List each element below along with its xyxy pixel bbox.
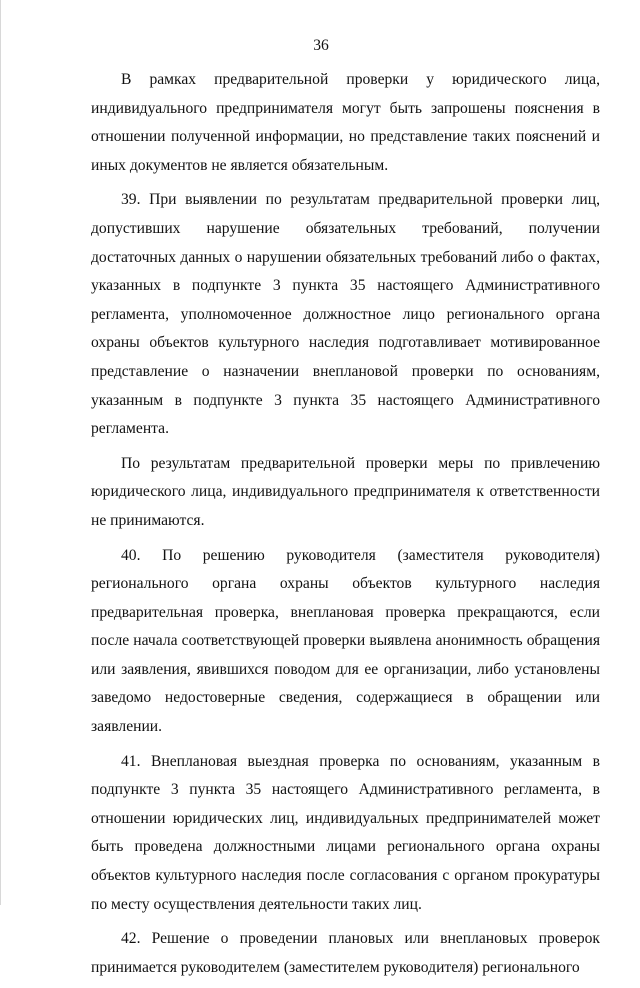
paragraph-42: 42. Решение о проведении плановых или внеплановых проверок принимается руководителем (заместителем руководителя) регионального [91,930,600,976]
paragraph-preliminary-check-explanations: В рамках предварительной проверки у юридического лица, индивидуального предпринимателя могут быть запрошены пояснения в отношении полученной информации, но представление таких пояснений и иных документов не является обязательным. [91,71,600,174]
document-body [91,66,600,988]
paragraph-39: 39. При выявлении по результатам предварительной проверки лиц, допустивших нарушение обязательных требований, получении достаточных данных о нарушении обязательных требований либо о фактах, указанных в подпункте 3 пункта 35 настоящего Административного регламента, уполномоченное должностное лицо регионального органа охраны объектов культурного наследия подготавливает мотивированное представление о назначении внеплановой проверки по основаниям, указанным в подпункте 3 пункта 35 настоящего Административного регламента. [91,191,600,438]
paragraph-no-liability-measures: По результатам предварительной проверки меры по привлечению юридического лица, индивидуального предпринимателя к ответственности не принимаются. [91,454,600,529]
page-number: 36 [313,37,329,54]
paragraph-40: 40. По решению руководителя (заместителя руководителя) регионального органа охраны объектов культурного наследия предварительная проверка, внеплановая проверка прекращаются, если после начала соответствующей проверки выявлена анонимность обращения или заявления, явившихся поводом для ее организации, либо установлены заведомо недостоверные сведения, содержащиеся в обращении или заявлении. [91,546,600,736]
paragraph-41: 41. Внеплановая выездная проверка по основаниям, указанным в подпункте 3 пункта 35 настоящего Административного регламента, в отношении юридических лиц, индивидуальных предпринимателей может быть проведена должностными лицами регионального органа охраны объектов культурного наследия после согласования с органом прокуратуры по месту осуществления деятельности таких лиц. [91,752,600,913]
